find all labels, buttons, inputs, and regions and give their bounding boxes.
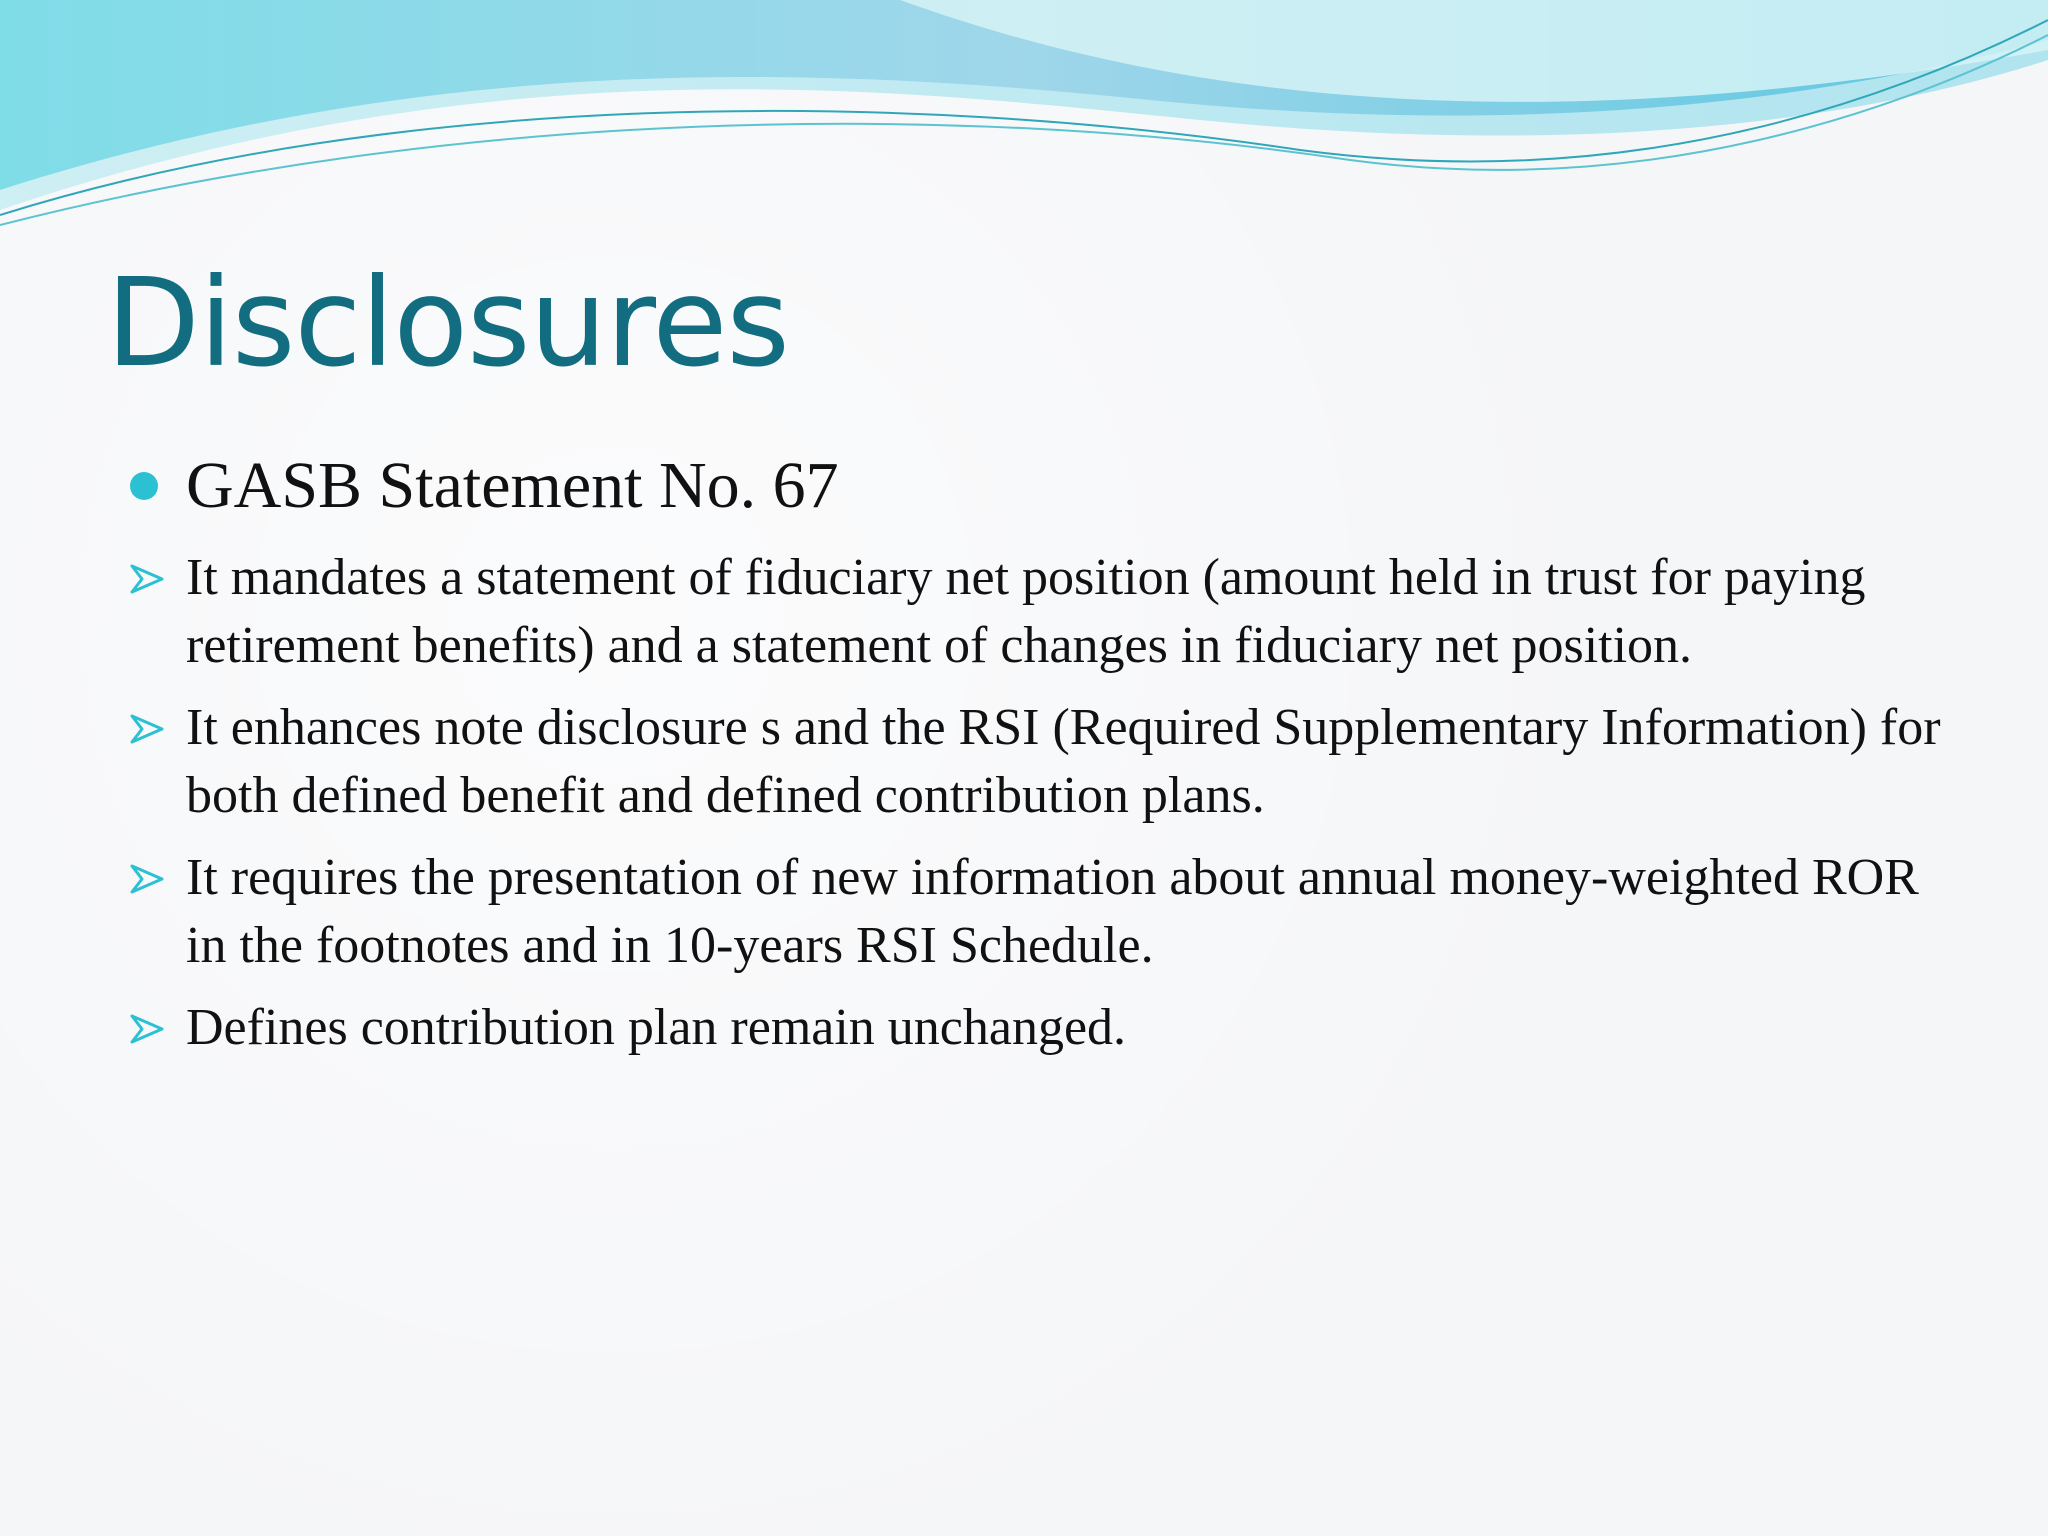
bullet-item-rsi (126, 694, 1946, 830)
bullet-text: It requires the presentation of new information about annual money-weighted ROR in the footnotes and in 10-years RSI Schedule. (186, 849, 1919, 974)
bullet-text: Defines contribution plan remain unchanged. (186, 999, 1127, 1056)
bullet-item-fiduciary (126, 544, 1946, 680)
bullet-item-contribution (126, 994, 1946, 1062)
header-wave-decoration (0, 0, 2048, 240)
round-bullet-icon (130, 472, 158, 500)
bullet-text: It enhances note disclosure s and the RSI (Required Supplementary Information) for both defined benefit and defined contribution plans. (186, 699, 1941, 824)
bullet-text: It mandates a statement of fiduciary net position (amount held in trust for paying retirement benefits) and a statement of changes in fiduciary net position. (186, 549, 1866, 674)
arrow-bullet-icon (130, 564, 164, 594)
bullet-item-gasb (126, 448, 1946, 524)
slide-title: Disclosures (106, 252, 789, 394)
arrow-bullet-icon (130, 864, 164, 894)
bullet-list (126, 448, 1946, 1076)
bullet-text: GASB Statement No. 67 (186, 449, 839, 522)
arrow-bullet-icon (130, 1014, 164, 1044)
arrow-bullet-icon (130, 714, 164, 744)
bullet-item-ror (126, 844, 1946, 980)
